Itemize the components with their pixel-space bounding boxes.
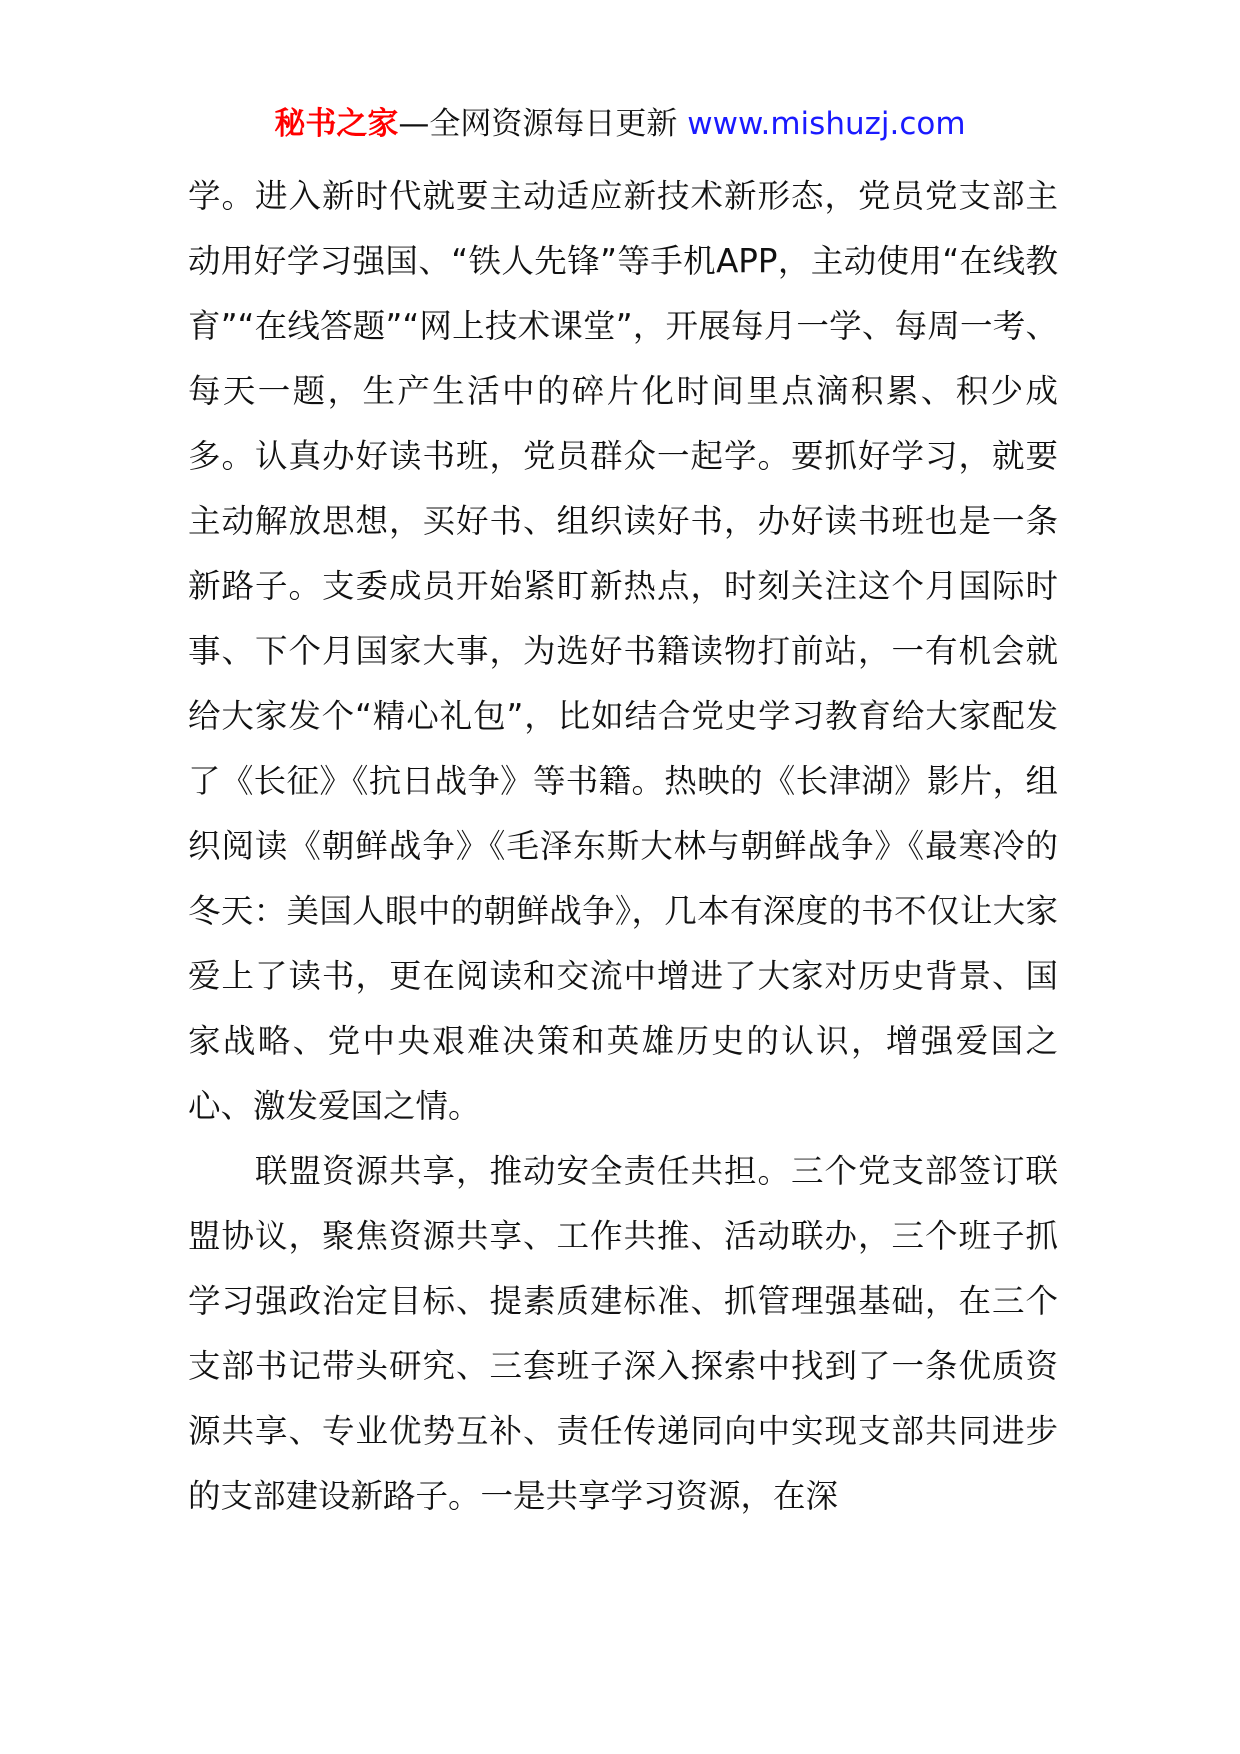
site-header <box>0 100 1240 148</box>
body-paragraph-2: 联盟资源共享，推动安全责任共担。三个党支部签订联盟协议，聚焦资源共享、工作共推、活动联办，三个班子抓学习强政治定目标、提素质建标准、抓管理强基础，在三个支部书记带头研究、三套班子深入探索中找到了一条优质资源共享、专业优势互补、责任传递同向中实现支部共同进步的支部建设新路子。一是共享学习资源，在深 <box>188 1152 1058 1515</box>
body-paragraph-1: 学。进入新时代就要主动适应新技术新形态，党员党支部主动用好学习强国、“铁人先锋”等手机APP，主动使用“在线教育”“在线答题”“网上技术课堂”，开展每月一学、每周一考、每天一题，生产生活中的碎片化时间里点滴积累、积少成多。认真办好读书班，党员群众一起学。要抓好学习，就要主动解放思想，买好书、组织读好书，办好读书班也是一条新路子。支委成员开始紧盯新热点，时刻关注这个月国际时事、下个月国家大事，为选好书籍读物打前站，一有机会就给大家发个“精心礼包”，比如结合党史学习教育给大家配发了《长征》《抗日战争》等书籍。热映的《长津湖》影片，组织阅读《朝鲜战争》《毛泽东斯大林与朝鲜战争》《最寒冷的冬天：美国人眼中的朝鲜战争》，几本有深度的书不仅让大家爱上了读书，更在阅读和交流中增进了大家对历史背景、国家战略、党中央艰难决策和英雄历史的认识，增强爱国之心、激发爱国之情。 <box>188 177 1058 1125</box>
site-url-link[interactable]: www.mishuzj.com <box>687 106 966 142</box>
document-body <box>188 164 1058 1529</box>
site-brand: 秘书之家 <box>274 106 399 142</box>
site-tagline: —全网资源每日更新 <box>398 106 688 142</box>
